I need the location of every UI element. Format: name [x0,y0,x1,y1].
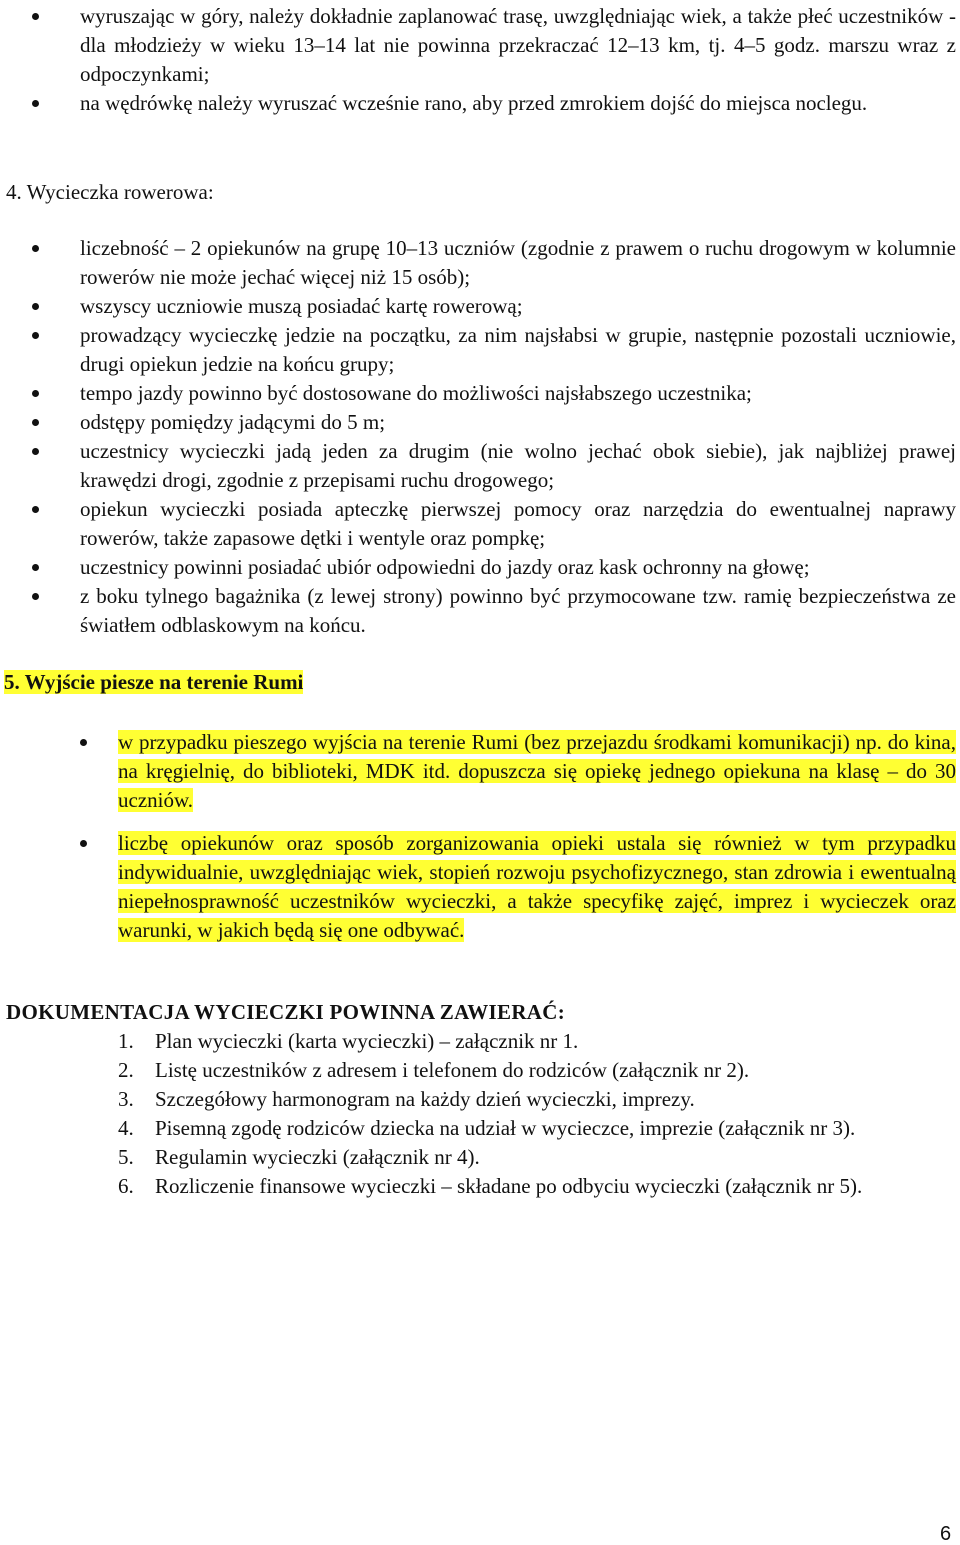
bullet-icon [80,840,87,847]
bullet-icon [32,13,39,20]
list-item [80,582,956,640]
list-item-text: Regulamin wycieczki (załącznik nr 4). [155,1145,480,1169]
list-item-text: Rozliczenie finansowe wycieczki – składane po odbyciu wycieczki (załącznik nr 5). [155,1174,863,1198]
list-item-text: Szczegółowy harmonogram na każdy dzień wycieczki, imprezy. [155,1087,695,1111]
documentation-heading: DOKUMENTACJA WYCIECZKI POWINNA ZAWIERAĆ: [6,1000,566,1024]
list-item-text: liczebność – 2 opiekunów na grupę 10–13 uczniów (zgodnie z prawem o ruchu drogowym w kolumnie rowerów nie może jechać więcej niż 15 osób); [80,236,956,289]
highlighted-list-item-text: w przypadku pieszego wyjścia na terenie Rumi (bez przejazdu środkami komunikacji) np. do kina, na kręgielnię, do biblioteki, MDK itd. dopuszcza się opiekę jednego opiekuna na klasę – do 30 uczniów. [118,730,956,812]
list-item [80,89,956,118]
list-item [80,495,956,553]
numbered-list-item [118,1085,957,1114]
numbered-list-item [118,1143,957,1172]
list-item [80,437,956,495]
bullet-icon [32,448,39,455]
list-item [80,379,956,408]
list-item-text: uczestnicy wycieczki jadą jeden za drugim (nie wolno jechać obok siebie), jak najbliżej prawej krawędzi drogi, zgodnie z przepisami ruchu drogowego; [80,439,956,492]
numbered-list-item [118,1114,957,1143]
list-item-text: odstępy pomiędzy jadącymi do 5 m; [80,410,386,434]
page-number: 6 [940,1523,952,1545]
list-item-text: Pisemną zgodę rodziców dziecka na udział w wycieczce, imprezie (załącznik nr 3). [155,1116,856,1140]
section-heading-text: 5. Wyjście piesze na terenie Rumi [4,670,304,694]
hiking-rules-list [80,2,956,118]
list-item-text: Plan wycieczki (karta wycieczki) – załącznik nr 1. [155,1029,579,1053]
bullet-icon [32,303,39,310]
list-number: 3. [118,1087,134,1111]
list-item-text: na wędrówkę należy wyruszać wcześnie rano, aby przed zmrokiem dojść do miejsca noclegu. [80,91,868,115]
walking-rules-list [118,728,956,959]
list-number: 5. [118,1145,134,1169]
section-heading-bicycle-trip: 4. Wycieczka rowerowa: [6,180,214,204]
numbered-list-item [118,1172,957,1201]
list-item-text: wyruszając w góry, należy dokładnie zaplanować trasę, uwzględniając wiek, a także płeć uczestników - dla młodzieży w wieku 13–14 lat nie powinna przekraczać 12–13 km, tj. 4–5 godz. marszu wraz z odpoczynkami; [80,4,956,86]
bullet-icon [32,390,39,397]
bullet-icon [80,739,87,746]
section-heading-walking-trip [4,668,303,697]
list-item [118,728,956,815]
documentation-list [118,1027,957,1201]
list-item-text: wszyscy uczniowie muszą posiadać kartę rowerową; [80,294,523,318]
list-number: 6. [118,1174,134,1198]
list-item [80,292,956,321]
bullet-icon [32,100,39,107]
list-item [80,408,956,437]
list-item-text: tempo jazdy powinno być dostosowane do możliwości najsłabszego uczestnika; [80,381,752,405]
list-item [80,234,956,292]
bullet-icon [32,506,39,513]
list-number: 4. [118,1116,134,1140]
list-item-text: Listę uczestników z adresem i telefonem do rodziców (załącznik nr 2). [155,1058,750,1082]
list-item-text: prowadzący wycieczkę jedzie na początku, za nim najsłabsi w grupie, następnie pozostali uczniowie, drugi opiekun jedzie na końcu grupy; [80,323,956,376]
highlighted-list-item-text: liczbę opiekunów oraz sposób zorganizowania opieki ustala się również w tym przypadku indywidualnie, uwzględniając wiek, stopień rozwoju psychofizycznego, stan zdrowia i ewentualną niepełnosprawność uczestników wycieczki, a także specyfikę zajęć, imprez i wycieczek oraz warunki, w jakich będą się one odbywać. [118,831,956,942]
numbered-list-item [118,1027,957,1056]
bullet-icon [32,332,39,339]
list-number: 2. [118,1058,134,1082]
list-item-text: uczestnicy powinni posiadać ubiór odpowiedni do jazdy oraz kask ochronny na głowę; [80,555,810,579]
list-item [118,829,956,945]
bullet-icon [32,419,39,426]
list-number: 1. [118,1029,134,1053]
bullet-icon [32,564,39,571]
list-item [80,2,956,89]
list-item [80,321,956,379]
list-item [80,553,956,582]
list-item-text: opiekun wycieczki posiada apteczkę pierwszej pomocy oraz narzędzia do ewentualnej naprawy rowerów, także zapasowe dętki i wentyle oraz pompkę; [80,497,956,550]
numbered-list-item [118,1056,957,1085]
bicycle-rules-list [80,234,956,640]
bullet-icon [32,593,39,600]
list-item-text: z boku tylnego bagażnika (z lewej strony) powinno być przymocowane tzw. ramię bezpieczeństwa ze światłem odblaskowym na końcu. [80,584,956,637]
bullet-icon [32,245,39,252]
